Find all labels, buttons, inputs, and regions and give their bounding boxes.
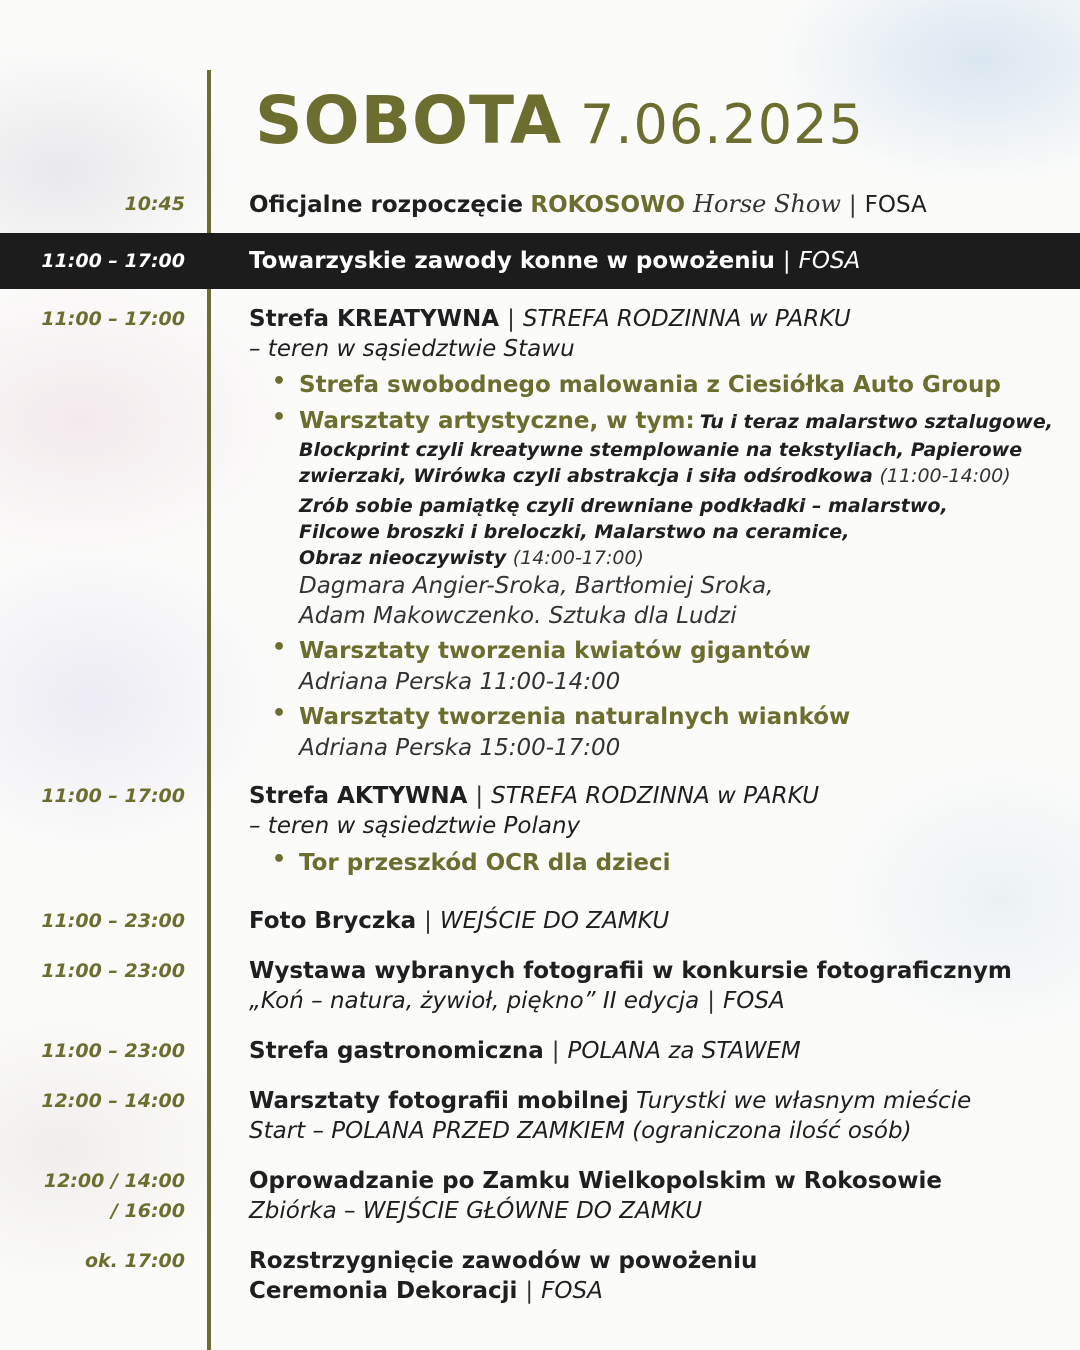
event-place: POLANA za STAWEM: [567, 1038, 801, 1064]
event-time: 11:00 – 17:00: [41, 250, 185, 272]
list-item: • Warsztaty tworzenia naturalnych wianków Adriana Perska 15:00-17:00: [272, 701, 851, 761]
event-time: 12:00 – 14:00: [41, 1090, 185, 1112]
event-place: STREFA RODZINNA w PARKU: [491, 783, 820, 809]
list-item: • Tor przeszkód OCR dla dzieci: [272, 847, 671, 876]
event-place: FOSA: [541, 1278, 603, 1304]
event-time: 11:00 – 17:00: [41, 308, 185, 330]
event-subtitle: Start – POLANA PRZED ZAMKIEM (ograniczona ilość osób): [249, 1118, 912, 1144]
event-time: 11:00 – 23:00: [41, 910, 185, 932]
event-content: Rozstrzygnięcie zawodów w powożeniu Ceremonia Dekoracji | FOSA: [249, 1248, 758, 1304]
list-item: • Strefa swobodnego malowania z Ciesiółka Auto Group: [272, 369, 1001, 398]
event-place: FOSA: [798, 248, 861, 274]
event-time: 11:00 – 23:00: [41, 960, 185, 982]
event-subtitle: Zbiórka – WEJŚCIE GŁÓWNE DO ZAMKU: [249, 1198, 703, 1224]
list-item: • Warsztaty tworzenia kwiatów gigantów Adriana Perska 11:00-14:00: [272, 635, 811, 695]
event-place: WEJŚCIE DO ZAMKU: [439, 908, 670, 934]
event-time: 10:45: [124, 193, 185, 215]
event-place: FOSA: [723, 988, 785, 1014]
event-time: 12:00 / 14:00 / 16:00: [43, 1170, 185, 1222]
event-content: Foto Bryczka | WEJŚCIE DO ZAMKU: [249, 908, 670, 934]
event-time: ok. 17:00: [84, 1250, 185, 1272]
event-subtitle: – teren w sąsiedztwie Stawu: [249, 336, 575, 362]
event-time: 11:00 – 17:00: [41, 785, 185, 807]
brand-script: Horse Show: [693, 190, 841, 218]
event-place: STREFA RODZINNA w PARKU: [522, 306, 851, 332]
event-content: Towarzyskie zawody konne w powożeniu | FOSA: [249, 248, 861, 274]
event-content: Strefa KREATYWNA | STREFA RODZINNA w PARKU – teren w sąsiedztwie Stawu: [249, 304, 1069, 364]
event-content: Strefa AKTYWNA | STREFA RODZINNA w PARKU – teren w sąsiedztwie Polany: [249, 781, 1069, 841]
creative-zone-list: [272, 369, 1062, 763]
event-place: FOSA: [864, 192, 927, 218]
event-highlight-band: [0, 233, 1080, 289]
list-item: • Warsztaty artystyczne, w tym: Tu i teraz malarstwo sztalugowe, Blockprint czyli kreatywne stemplowanie na tekstyliach, Papierowe zwierzaki, Wirówka czyli abstrakcja i siła odśrodkowa (11:00-14:00) Zrób sobie pamiątkę czyli drewniane podkładki – malarstwo, Filcowe broszki i breloczki, Malarstwo na ceramice, Obraz nieoczywisty (14:00-17:00) Dagmara Angier-Sroka, Bartłomiej Sroka, Adam Makowczenko. Sztuka dla Ludzi: [272, 405, 1053, 629]
event-time: 11:00 – 23:00: [41, 1040, 185, 1062]
day-heading: SOBOTA: [255, 82, 563, 159]
event-subtitle: „Koń – natura, żywioł, piękno” II edycja: [249, 988, 700, 1014]
event-subtitle: – teren w sąsiedztwie Polany: [249, 813, 581, 839]
active-zone-list: [272, 847, 1062, 879]
event-content: Strefa gastronomiczna | POLANA za STAWEM: [249, 1038, 801, 1064]
event-content: Wystawa wybranych fotografii w konkursie fotograficznym „Koń – natura, żywioł, piękno” II edycja | FOSA: [249, 958, 1012, 1014]
event-content: Oprowadzanie po Zamku Wielkopolskim w Rokosowie Zbiórka – WEJŚCIE GŁÓWNE DO ZAMKU: [249, 1166, 1069, 1226]
event-content: Warsztaty fotografii mobilnej Turystki we własnym mieście Start – POLANA PRZED ZAMKIEM (ograniczona ilość osób): [249, 1086, 1069, 1146]
page-title: [255, 82, 864, 159]
date-heading: 7.06.2025: [580, 93, 864, 156]
brand-name: ROKOSOWO: [530, 192, 686, 218]
event-content: Oficjalne rozpoczęcie ROKOSOWO Horse Show | FOSA: [249, 190, 927, 218]
